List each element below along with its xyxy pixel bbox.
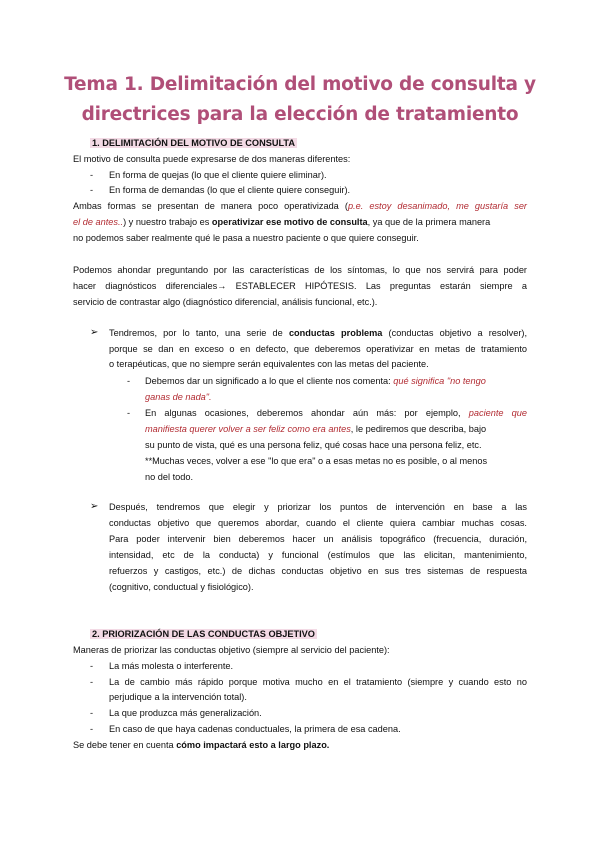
dash-bullet: - (90, 677, 94, 687)
list-item: En forma de quejas (lo que el cliente quiere eliminar). (109, 170, 327, 180)
list-item: La de cambio más rápido porque motiva mucho en el tratamiento (siempre y cuando esto no (109, 677, 527, 687)
highlighted-example: p.e. estoy desanimado, me gustaría ser (347, 201, 527, 211)
arrow-bullet-icon: ➢ (90, 327, 99, 338)
bullet-2-line-3: Para poder intervenir bien deberemos hacer un análisis topográfico (frecuencia, duración, (109, 534, 527, 544)
list-item: En caso de que haya cadenas conductuales, la primera de esa cadena. (109, 724, 401, 734)
list-item-continuation: perjudique a la intervención total). (109, 692, 247, 702)
text: ) y nuestro trabajo es (123, 217, 212, 227)
section-2-heading-line (90, 628, 317, 640)
bullet-2-line-2: conductas objetivo que queremos abordar, cuando el cliente quiera cambiar muchas cosas. (109, 518, 527, 528)
section-1-heading-line (90, 137, 297, 149)
dash-bullet: - (90, 724, 94, 734)
highlighted-example: qué significa "no tengo (393, 376, 486, 386)
dash-bullet: - (90, 708, 94, 718)
section-2-heading: 2. PRIORIZACIÓN DE LAS CONDUCTAS OBJETIVO (92, 629, 315, 639)
sub-item-2-line-4: **Muchas veces, volver a ese "lo que era" o a esas metas no es posible, o al menos (145, 456, 488, 466)
section-1-intro: El motivo de consulta puede expresarse de dos maneras diferentes: (73, 154, 351, 164)
bullet-1-line-1 (109, 327, 527, 339)
text: , ya que de la primera manera (367, 217, 491, 227)
bullet-1-line-3: o terapéuticas, que no siempre serán equivalentes con las metas del paciente. (109, 359, 429, 369)
bullet-2-line-4: intensidad, etc de la conducta) y funcional (estímulos que las elicitan, mantenimiento, (109, 550, 527, 560)
list-item: La que produzca más generalización. (109, 708, 262, 718)
dash-bullet: - (127, 376, 131, 386)
highlighted-example: manifiesta querer volver a ser feliz como era antes (145, 424, 351, 434)
list-item: La más molesta o interferente. (109, 661, 234, 671)
text: Tendremos, por lo tanto, una serie de (109, 328, 289, 338)
paragraph-1-line-3: no podemos saber realmente qué le pasa a nuestro paciente o que quiere conseguir. (73, 233, 419, 243)
bullet-2-line-6: (cognitivo, conductual y fisiológico). (109, 582, 254, 592)
section-2-conclusion (73, 739, 329, 751)
sub-item-2-line-2 (145, 423, 486, 435)
dash-bullet: - (127, 408, 131, 418)
section-1-heading: 1. DELIMITACIÓN DEL MOTIVO DE CONSULTA (92, 138, 295, 148)
paragraph-1-line-1 (73, 200, 527, 212)
bullet-2-line-5: refuerzos y castigos, etc.) de dichas conductas objetivo en sus tres sistemas de respuesta (109, 566, 527, 576)
dash-bullet: - (90, 661, 94, 671)
text: Se debe tener en cuenta (73, 740, 177, 750)
sub-item-1-line-2 (145, 391, 212, 403)
document-title-line-2: directrices para la elección de tratamiento (81, 104, 519, 125)
dash-bullet: - (90, 185, 94, 195)
highlighted-example: ganas de nada". (145, 392, 212, 402)
sub-item-2-line-1 (145, 407, 527, 419)
bold-text: conductas problema (288, 328, 383, 338)
text: , le pediremos que describa, bajo (350, 424, 487, 434)
paragraph-2-line-3: servicio de contrastar algo (diagnóstico diferencial, análisis funcional, etc.). (73, 297, 378, 307)
text: Debemos dar un significado a lo que el cliente nos comenta: (145, 376, 394, 386)
bold-text: cómo impactará esto a largo plazo. (176, 740, 330, 750)
section-2-intro: Maneras de priorizar las conductas objetivo (siempre al servicio del paciente): (73, 645, 390, 655)
text: Ambas formas se presentan de manera poco operativizada ( (73, 201, 348, 211)
text: En algunas ocasiones, deberemos ahondar aún más: por ejemplo, (145, 408, 469, 418)
document-title-line-1: Tema 1. Delimitación del motivo de consulta y (64, 74, 536, 95)
bullet-1-line-2: porque se dan en exceso o en defecto, que deberemos operativizar en metas de tratamiento (109, 344, 527, 354)
arrow-bullet-icon: ➢ (90, 501, 99, 512)
paragraph-2-line-1: Podemos ahondar preguntando por las características de los síntomas, lo que nos servirá para poder (73, 265, 527, 275)
paragraph-2-line-2: hacer diagnósticos diferenciales→ ESTABLECER HIPÓTESIS. Las preguntas estarán siempre a (73, 281, 527, 291)
sub-item-2-line-3: su punto de vista, qué es una persona feliz, qué cosas hace una persona feliz, etc. (145, 440, 482, 450)
text: (conductas objetivo a resolver), (382, 328, 527, 338)
list-item: En forma de demandas (lo que el cliente quiere conseguir). (109, 185, 351, 195)
sub-item-1-line-1 (145, 375, 486, 387)
bullet-2-line-1: Después, tendremos que elegir y priorizar los puntos de intervención en base a las (109, 502, 527, 512)
paragraph-1-line-2 (73, 216, 490, 228)
sub-item-2-line-5: no del todo. (145, 472, 194, 482)
highlighted-example: el de antes.. (73, 217, 124, 227)
highlighted-example: paciente que (468, 408, 527, 418)
bold-text: operativizar ese motivo de consulta (211, 217, 368, 227)
dash-bullet: - (90, 170, 94, 180)
